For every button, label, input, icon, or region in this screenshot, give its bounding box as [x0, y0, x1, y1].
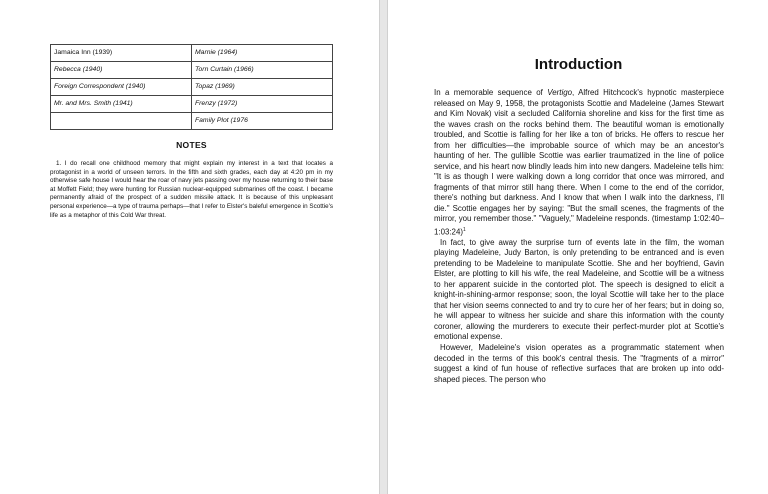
chapter-title: Introduction	[534, 56, 623, 73]
film-cell: Family Plot (1976	[192, 113, 333, 130]
film-cell: Foreign Correspondent (1940)	[51, 79, 192, 96]
film-title-vertigo: Vertigo	[547, 88, 572, 97]
film-cell	[51, 113, 192, 130]
paragraph-2: In fact, to give away the surprise turn of events late in the film, the woman playing Madeleine, Judy Barton, is only pretending to be entranced and is even pretending to be Madeleine to manipulate Scottie. She and her boyfriend, Gavin Elster, are plotting to kill his wife, the real Madeleine, and Scottie will be a witness to her apparent suicide in the contorted plot. The speech is designed to elicit a knight-in-shining-armor response; soon, the loyal Scottie will take her to the place that her vision seems connected to and try to cure her of her fears; but in doing so, he will appear to witness her suicide and share this information with the county coroner, allowing the murderers to execute their perfect-murder plot at Scottie's emotional expense.	[434, 237, 724, 342]
paragraph-3: However, Madeleine's vision operates as a programmatic statement when decoded in the terms of this book's central thesis. The "fragments of a mirror" suggest a kind of fun house of reflective surfaces that are broken up into odd-shaped pieces. The person who	[434, 343, 724, 384]
footnote-ref[interactable]: 1	[462, 226, 466, 233]
film-cell: Mr. and Mrs. Smith (1941)	[51, 96, 192, 113]
film-cell: Jamaica Inn (1939)	[51, 45, 192, 62]
notes-heading: NOTES	[176, 140, 207, 150]
table-row	[51, 96, 333, 113]
table-row	[51, 62, 333, 79]
film-cell: Torn Curtain (1966)	[192, 62, 333, 79]
right-page	[387, 0, 768, 494]
table-row	[51, 45, 333, 62]
film-cell: Topaz (1969)	[192, 79, 333, 96]
paragraph-1: In a memorable sequence of Vertigo, Alfred Hitchcock's hypnotic masterpiece released on May 9, 1958, the protagonists Scottie and Madeleine (James Stewart and Kim Novak) visit a secluded California shoreline and kiss for the first time as the waves crash on the rocks behind them. The beautiful woman is emotionally troubled, and Scottie is falling for her like a ton of bricks. He offers to rescue her from her difficulties—the improbable source of which may be an ancestor's haunting of her. The gullible Scottie was earlier traumatized in the line of police service, and his heart now blindly leads him into new dangers. Madeleine tells him: "It is as though I were walking down a long corridor that once was mirrored, and fragments of that mirror still hang there. When I come to the end of the corridor, there's nothing but darkness. And I know that when I walk into the darkness, I'll die." Scottie engages her by saying: "But the small scenes, the fragments of the mirror, you remember those." "Vaguely," Madeleine responds. (timestamp 1:02:40–1:03:24)$^1$	[434, 88, 724, 237]
film-cell: Rebecca (1940)	[51, 62, 192, 79]
table-row	[51, 113, 333, 130]
film-cell: Frenzy (1972)	[192, 96, 333, 113]
filmography-table	[50, 44, 333, 130]
table-row	[51, 79, 333, 96]
chapter-body	[434, 88, 724, 385]
left-page	[0, 0, 380, 494]
footnote-1: 1. I do recall one childhood memory that might explain my interest in a text that locates a protagonist in a world of unseen terrors. In the fifth and sixth grades, each day at 4:20 pm in my otherwise safe house I would hear the roar of navy jets passing over my house returning to their base at Moffett Field; they were hunting for Russian nuclear-equipped submarines off the coast. I became permanently afraid of the prospect of a sudden missile attack. It is because of this unpleasant personal experience—a type of trauma perhaps—that I refer to Elster's baleful emergence in Scottie's life as a metaphor of this Cold War threat.	[50, 160, 333, 219]
film-cell: Marnie (1964)	[192, 45, 333, 62]
